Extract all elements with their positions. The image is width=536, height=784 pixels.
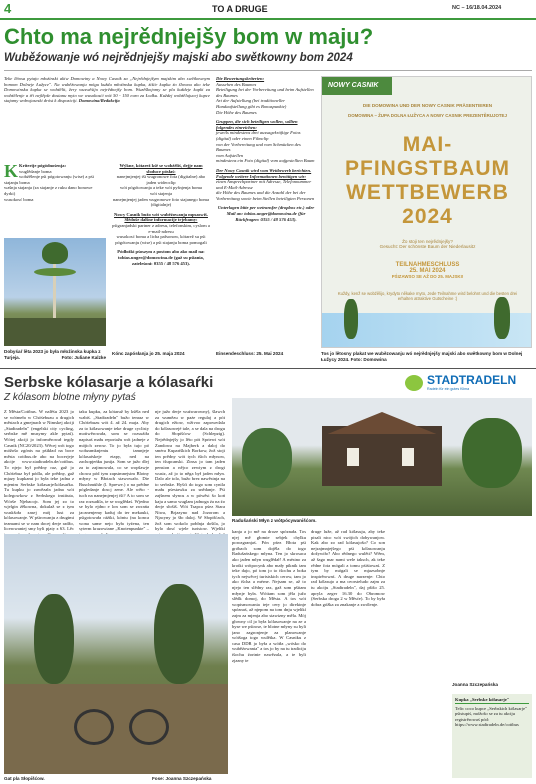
slopiscow-photo	[4, 534, 228, 774]
article2-col2: taku kupku, za kótaruž by kśěla ned wabiś. „Stadtradeln" bužo tenraz w Chóśebuzu wót 4. až 24. maja. Aby za to kólasowanje teke druge cyclisty motiwěrowała, som se rozsuźiła napisaś mału reportažu wót jadneje z mójich zerow. To jo była tujo pó wobzamknjeniu tamnjeje kólasaŕskeje etapy, ned na zachopjeńku junija. Som se južo dlej za to zajimowala, co se wopšawje chowa pód tym zapsimnejsim Blotny młyny w Błotach stawowało. Die Buschmühle (l. Sprewe.) o na prědne pógledanje doscj zene. Ale wěto - tuch na nanejmjenjej tši? A to som se raz rozsudila, te se woglědaś. Wjedno se bylo ejdno e lon som se zwrańa jacznenjemy kaduj do ter mekauki, pśigotowała ráźiki, kóntu (na konca wona same nejo była tyźena, ten syterm krazowiane „Knotenpunkte" –	[79, 409, 149, 532]
article2-author: Joanna Szczepańska	[452, 682, 498, 687]
intro-text: Teke lětosa pytajo młoźinski akiw Domowiny a Nowy Casnik za „Nejrědnjejšym majskim abo swětkownym bomom Dolneje Łužyce". Na wuběźowanju mógu kuždu młoźinska kupka, źišće kupka źo šlownu ako teke Domowinska kupka se wobźělit, žery wuswěśijo nejrědnejšy bom. Wuzěškojomy se pla kuždeje kupki za wobźělenje a tři nejlěpše dostanu myto we wusokosći wót 50 - 150 euro za Łodku. Kuždej wobźělujucej kupce stajamy wobwjaseski dróst k dispoziciji. Domowina/Redakcija	[4, 76, 210, 104]
poster-question: Žo stoji ten nejrědnjejšy? Gesucht: Der schönste Baum der Niederlausitz	[379, 239, 476, 249]
poster-headline: MAI- PFINGSTBAUM WETTBEWERB 2024	[345, 133, 510, 228]
header-rule	[0, 18, 536, 20]
article2-col3: nje južo derje wuźwarowny), šlawch za wumězu w paże regulaj a pót drugich ežiow, wživoo zapowedala do kólasowejé tale, a se dala na drogu do Słopišćow (Schlepzig). Nejrědnjejšy jo lěto pót Spriewi wót Zandowa na Majberk a daloj do smėra Kupariškich Borkow, žož stoji ten prědny wót tych tšich młynow, ten tšupcanski. Zinsa jo tam jaden pension a nějco zewiym z drogi wusiz, až jo to něga był jaden młyn. Dalo ale tolo, bužo brez nawěstnja na to serbske. Hyšći do togo som cynila mału pśestawku za snědanje. Pśi zajšnem słyncu a w pówěsi šo koń kaju a samo wuglam jadnoga źa na źo derje słošiš. Wót Tsapca pśez Stara Niwa, Brjazyno nad Jozorom a Njacyny jo šło daloj. W Słopišćach, žož som wokolo połdnja doštla, jo bylo dosć wjele turistow. Wjelikí	[155, 409, 225, 532]
right-column: Die Bewertungskriterien: Aussehen des Baumes Beteiligung bei der Vorbereitung und beim Aufstellen des Baumes Art der Aufstellung (bei traditioneller Handaufstellung gibt es Bonuspunkte) Die Höhe des Baumes Gruppen, die sich beteiligen wollen, sollten folgendes einreichen: jeweils mindestens drei aussagekräftige Fotos (digital) oder einen Filmclip von der Vorbereitung und vom Schmücken des Baumes vom Aufstellen mindestens ein Foto (digital) vom aufgestellten Baum Der Nowy Casnik wird vom Wettbewerb berichten. Folgende weitere Informationen benötigen wir: einen Ansprechpartner mit Adresse, Telefonnummer und E-Mail-Adresse die Höhe des Baumes und die Anzahl der bei der Vorbereitung sowie beim Stellen beteiligten Personen Unterlagen bitte per wetransfer (dropbox etc.) oder Mail an: tobias.unger@domowina.de (für Rückfragen: 0355 / 48 576 453).	[216, 76, 315, 222]
page-number: 4	[4, 1, 12, 16]
article2-title: Serbske kólasarje a kólasaŕki	[4, 374, 214, 391]
poster-deadline: TEILNAHMESCHLUSS 25. MAI 2024 PŚIZAWSO SE AŽ DO 25. MAJSKI!	[391, 262, 464, 279]
section-divider	[0, 368, 536, 369]
section-label: TO A DRUGE	[212, 4, 268, 14]
bicycle-icon	[405, 375, 423, 391]
article2-col1: Z Města/Cottbus. W nalěśu 2023 jo se wótmeła w Chóśebuzu a drugich městach a gmejnach w Nimskej akciji „Stadtradeln" (engelski city cycling, serbske mě musymy akle pytaś). Wótej akciji jo informěrował tegdy Casnik (NC20/2023). Wěcej wót togo móžošo zgónis na pśikład na boce města cottbus.de abo na bocerjeje akcije www.stadtradeln.de/cottbus. To njejo był prědny raz, gaž jo Chóśebuz był pódla, ale prědny, gaž mjazy kupkami jo była teke jadna z mjenim Serbske kólasarje/kólasaŕka. Tu kupku jo zawězała jadna wót kolegowkow z Serbskego instituta, Wórše Njebacojc. Som jej zo to wjelgin źěkowna, dokulaž se z tym wuskšoła zasej mój lust za kólasowanje. W pśirowanju z drugimi teamami se w nam docej derje radžo, licerowaniej smy byli pjaty z 63. Lěc	[4, 409, 74, 532]
slopiscow-credit: Fose: Joanna Szczepańska	[152, 776, 212, 781]
issue-label: NC – 16/18.04.2024	[452, 5, 502, 11]
poster-footer: Kuždy, kenž se wobźělijo, krydyto někake myto, Jede Teilnahme wird belohnt und die besten drei erhalten attraktive Gutscheine :)	[337, 291, 518, 301]
deadline-text: Kónc zapósłanja jo 25. maja 2024	[112, 351, 185, 356]
criteria-block: K Kriterije pógódnośenja: wuglědanje boma wobźělenje pśi pógotowanju (wise) a pśi stajanju boma wašnja stajanja (za stajanje z ruku dano bonowe dyrki) wusokosć boma	[4, 161, 94, 202]
article-subtitle: Wuběźowanje wó nejrědnjejšy majski abo swětkowny bom 2024	[4, 52, 353, 64]
info-box: Kupka „Serbske kólasarje" Telic coco kupce „Serbskich kólasarje" pśistupiś, móžošo se za tu akciju registrěrowaś pód: https://www.stadtradeln.de/cottbus	[452, 694, 532, 778]
mill-photo	[232, 398, 532, 516]
contest-poster	[321, 76, 532, 348]
right-deadline: Einsendeschluss: 25. Mai 2024	[216, 351, 284, 356]
article-title: Chto ma nejrědnjejšy bom w maju?	[4, 24, 374, 49]
middle-column: Wýkne, kótarež kśě se wobźěliś, dejje nam słoduce pósłaś: nanejmjenjej tši wugronowe fota (digitalne) abo jaden wideoclip wót pógótowanja a teke wót pyšnjenja boma wót stajenja nanejmjenjej jaden wugronowe foto stajanego boma (digitalnje) Nowy Casnik bužo wót wuběźowanja mpsaswiš. Slěduše dalšne informacije trjebamy: pśigranjadski partner z adresu, telefonskim, cyslom a e-mail-adresu wusokosć boma a licba pařsonow, kótarež su pśi pógótowanju (wise) a pśi stajanju boma pomogali Pódłožki pśoszym z postom abo ako mail na: tobias.unger@domowina.de (gaž su pśiania, zateleśoni: 0355 / 48 576 453).	[112, 163, 210, 266]
poster-presents-2: DOMOWINA – ŽUPA DOLNA ŁUŽYCA A NOWY CASNIK PREZENTĚRUJOTEJ	[348, 113, 507, 118]
poster-brand: NOWY CASNIK	[322, 77, 392, 95]
title-rule	[4, 70, 532, 71]
mill-photo-caption: Radušański Młyn z wótpócywanišćom.	[232, 518, 317, 523]
article2-col4: kanja a jo mě na droze spóznała. Tos njej mě głomie sebjek chylku porozgranjaś. Pón pśez Błota pśi gróbach som dojěla do togo Radušańskego młyna. Ten jo skrosaca ako jaden młyn wuglědał! A méstno za krotki wótpocynk abo mały piknik tam teke dajo, pó tom jo to tšochu z boka tych nejwěcej turistskich cerow, tam jo ako tšcha a mérne. Nejsam se, až to njejo ten slědny raz, gaž som pšitam młynje była. Wóttam som jěla južo slědk domoj, do Města. A tos wót wopismowania teje cery jo direktnje spóznaś, až njepom na tom dnju wjelikí zajm za mjenja abo stawizny měla. Mój głowny cil jo była kólasowanje na ze a byse we pśirose, te blotne młyny su byli jano zagronjenje za planowanje wótšoga togo wulětka. W Casniku z casa DDR jo była a wótła „wósko do wuběźowania" a tos jo by na tu tradiciju tšochu źortnie nawězala, a te byli zjazny te	[232, 529, 306, 663]
poster-presents: DIE DOMOWINA UND DER NOWY CASNIK PRÄSENTIEREN	[362, 103, 493, 108]
article2-col5: druge luže, až rad kólasuju, aby teke pisali nico wót swójich dobywanjow. Kak abo zo rad kólasujošo? Co son nejzajmnjejšego pśi kólasowanju dožywiło? Abo rědnego wulěti? Wěm, až šago mar nami wele taksch, ak teke rědne fota mógali a tomu pśiśtowaś. Z tym by mógali se mjazsobnje inspirěrowaś. A druge narzenje: Chto rad kólasujo a ma ceorsteludo zajm za tu akciju „Stadtradeln", daj pšišo 25. apryla zeger 16.30 do Obromow (Serbska droga 2 w Měsće). To by była dobra góžka za znakanje a zwólenje.	[311, 529, 385, 607]
photo-caption: Dobyśaŕ lěta 2023 jo była młoźinska kupka z Turjeja. Foto: Juliane Kalzke	[4, 349, 106, 360]
slopiscow-caption: Gat pla Słopišćow.	[4, 776, 45, 781]
article2-subtitle: Z kólasom blotne młyny pytaś	[4, 392, 136, 403]
maypole-photo	[4, 238, 106, 346]
poster-caption: Tos jo lětosny plakat we wubězowanju wó nejrědnjejšy majski abo swětkowny bom w Dolnej Łužycy 2024. Foto: Domowina	[321, 351, 523, 362]
stadtradeln-logo: STADTRADELN Radeln für ein gutes Klima	[405, 372, 532, 394]
